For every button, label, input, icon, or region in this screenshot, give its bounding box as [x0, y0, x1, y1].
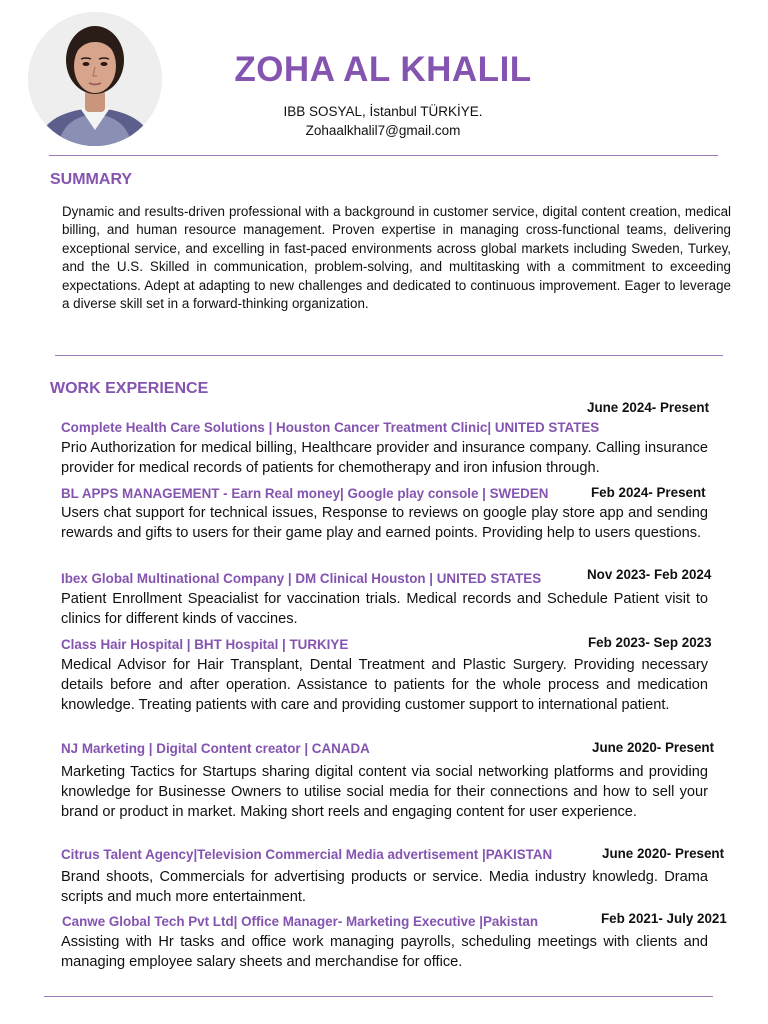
job-description: Users chat support for technical issues, Response to reviews on google play store app and sending rewards and gifts to users for their game play and earned points. Providing help to users questions. [61, 505, 708, 542]
job-title: Canwe Global Tech Pvt Ltd| Office Manager- Marketing Executive |Pakistan [62, 914, 539, 929]
work-experience-heading: WORK EXPERIENCE [50, 380, 209, 397]
job-date: June 2020- Present [592, 740, 715, 755]
summary-divider [55, 355, 723, 356]
portrait-image [28, 12, 162, 146]
email-text: Zohaalkhalil7@gmail.com [305, 123, 461, 138]
footer-divider [44, 996, 713, 997]
profile-photo [28, 12, 162, 146]
job-date: Feb 2024- Present [591, 485, 706, 500]
job-description: Patient Enrollment Speacialist for vaccination trials. Medical records and Schedule Patient visit to clinics for different kinds of vaccines. [61, 591, 708, 628]
contact-block [180, 102, 586, 140]
job-date: June 2024- Present [587, 400, 710, 415]
job-title: Ibex Global Multinational Company | DM Clinical Houston | UNITED STATES [61, 571, 542, 586]
job-date: Feb 2021- July 2021 [601, 911, 727, 926]
job-title: NJ Marketing | Digital Content creator | CANADA [61, 741, 370, 756]
job-title: Complete Health Care Solutions | Houston Cancer Treatment Clinic| UNITED STATES [61, 420, 600, 435]
job-title: Class Hair Hospital | BHT Hospital | TURKIYE [61, 637, 349, 652]
job-description: Brand shoots, Commercials for advertising products or service. Media industry knowledg. Drama scripts and much more entertainment. [61, 869, 708, 906]
job-description: Assisting with Hr tasks and office work managing payrolls, scheduling meetings with clients and managing employee salary sheets and merchandise for office. [61, 934, 708, 971]
summary-heading: SUMMARY [50, 171, 133, 188]
job-date: Feb 2023- Sep 2023 [588, 635, 712, 650]
job-description: Prio Authorization for medical billing, Healthcare provider and insurance company. Calling insurance provider for medical records of patients for chemotherapy and iron infusion through. [61, 440, 708, 477]
job-date: Nov 2023- Feb 2024 [587, 567, 712, 582]
job-title: Citrus Talent Agency|Television Commercial Media advertisement |PAKISTAN [61, 847, 553, 862]
candidate-name: ZOHA AL KHALIL [234, 50, 532, 89]
job-date: June 2020- Present [602, 846, 725, 861]
job-description: Marketing Tactics for Startups sharing digital content via social networking platforms and providing knowledge for Businesse Owners to utilise social media for their connections and how to sell your brand or product in market. Making short reels and engaging content for user experience. [61, 764, 708, 821]
header-divider [49, 155, 718, 156]
summary-paragraph: Dynamic and results-driven professional with a background in customer service, digital content creation, medical billing, and human resource management. Proven expertise in managing cross-functional teams, delivering exceptional service, and excelling in fast-paced environments across global markets including Sweden, Turkey, and the U.S. Skilled in communication, problem-solving, and multitasking with a commitment to exceeding expectations. Adept at adapting to new challenges and dedicated to continuous improvement. Eager to leverage a diverse skill set in a forward-thinking organization. [62, 204, 731, 312]
job-description: Medical Advisor for Hair Transplant, Dental Treatment and Plastic Surgery. Providing necessary details before and after operation. Assistance to patients for the whole process and medication knowledge. Treating patients with care and providing customer support to international patient. [61, 657, 708, 714]
job-title: BL APPS MANAGEMENT - Earn Real money| Google play console | SWEDEN [61, 486, 549, 501]
address-text: IBB SOSYAL, İstanbul TÜRKİYE. [283, 104, 483, 119]
